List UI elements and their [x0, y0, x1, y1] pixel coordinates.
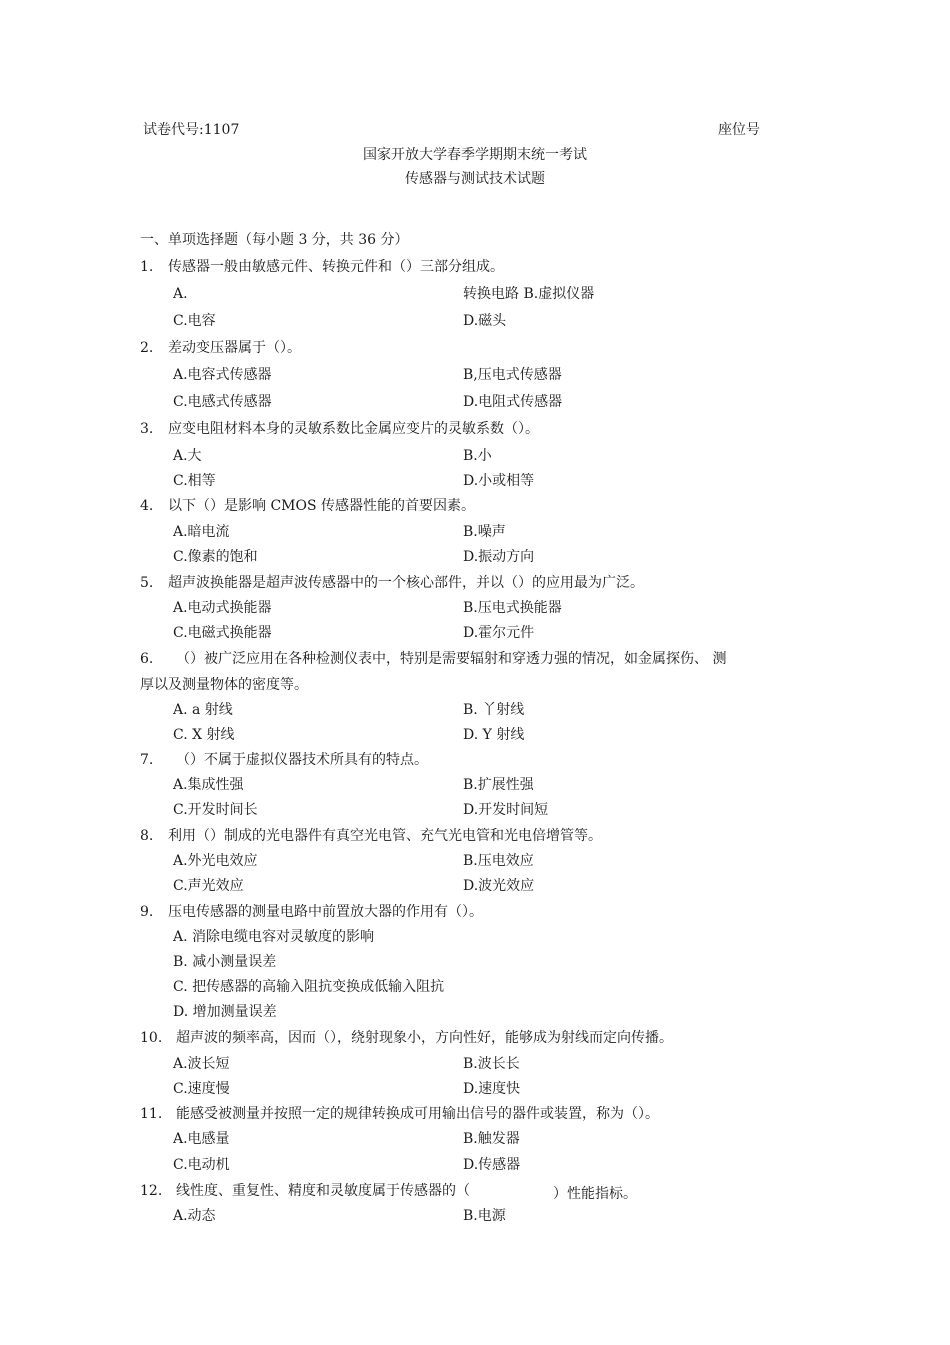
option-d: D.振动方向 — [463, 549, 535, 565]
question-number: 6. — [140, 651, 154, 667]
option-c: C.声光效应 — [173, 878, 244, 894]
question-text: 压电传感器的测量电路中前置放大器的作用有（）。 — [168, 904, 483, 920]
option-a: A. a 射线 — [173, 702, 233, 718]
subject-title: 传感器与测试技术试题 — [405, 171, 545, 187]
option-a: A. — [173, 286, 188, 302]
option-d: D.速度快 — [463, 1081, 521, 1097]
option-c: C.电动机 — [173, 1157, 230, 1173]
option-d: D. 增加测量误差 — [173, 1004, 277, 1020]
question-text: 线性度、重复性、精度和灵敏度属于传感器的（ — [176, 1183, 470, 1199]
option-c: C.速度慢 — [173, 1081, 230, 1097]
option-b: 转换电路 B.虚拟仪器 — [463, 286, 595, 302]
option-d: D.开发时间短 — [463, 802, 549, 818]
seat-number-label: 座位号 — [718, 122, 760, 138]
question-number: 5. — [140, 575, 154, 591]
option-b: B.压电式换能器 — [463, 600, 562, 616]
question-text-tail: ）性能指标。 — [553, 1186, 637, 1202]
paper-code: 试卷代号:1107 — [143, 122, 240, 138]
option-a: A.电容式传感器 — [173, 367, 272, 383]
option-d: D.磁头 — [463, 313, 507, 329]
option-c: C. X 射线 — [173, 727, 235, 743]
option-a: A.暗电流 — [173, 524, 230, 540]
option-a: A. 消除电缆电容对灵敏度的影响 — [173, 929, 375, 945]
section-title: 一、单项选择题（每小题 3 分，共 36 分） — [140, 232, 409, 248]
question-number: 12. — [140, 1183, 163, 1199]
option-b: B.波长长 — [463, 1056, 520, 1072]
question-number: 9. — [140, 904, 154, 920]
question-number: 10. — [140, 1030, 163, 1046]
option-b: B.扩展性强 — [463, 777, 534, 793]
option-b: B.触发器 — [463, 1131, 520, 1147]
option-b: B.噪声 — [463, 524, 506, 540]
question-text: 应变电阻材料本身的灵敏系数比金属应变片的灵敏系数（）。 — [168, 421, 539, 437]
question-number: 1. — [140, 259, 154, 275]
question-number: 4. — [140, 498, 154, 514]
option-d: D.波光效应 — [463, 878, 535, 894]
option-a: A.动态 — [173, 1208, 216, 1224]
option-c: C. 把传感器的高输入阻抗变换成低输入阻抗 — [173, 979, 445, 995]
question-text-continued: 厚以及测量物体的密度等。 — [140, 677, 308, 693]
option-b: B.压电效应 — [463, 853, 534, 869]
question-text: 超声波换能器是超声波传感器中的一个核心部件，并以（）的应用最为广泛。 — [168, 575, 644, 591]
question-number: 2. — [140, 340, 154, 356]
question-text: 利用（）制成的光电器件有真空光电管、充气光电管和光电倍增管等。 — [168, 828, 602, 844]
option-b: B,压电式传感器 — [463, 367, 562, 383]
option-c: C.电磁式换能器 — [173, 625, 272, 641]
option-a: A.电动式换能器 — [173, 600, 272, 616]
question-text: 能感受被测量并按照一定的规律转换成可用输出信号的器件或装置，称为（）。 — [176, 1106, 659, 1122]
option-d: D. Y 射线 — [463, 727, 525, 743]
option-b: B. 丫射线 — [463, 702, 525, 718]
question-text: （）被广泛应用在各种检测仪表中，特别是需要辐射和穿透力强的情况，如金属探伤、 测 — [176, 651, 727, 667]
question-number: 8. — [140, 828, 154, 844]
option-a: A.大 — [173, 448, 202, 464]
question-text: （）不属于虚拟仪器技术所具有的特点。 — [176, 752, 428, 768]
option-a: A.电感量 — [173, 1131, 230, 1147]
option-b: B. 减小测量误差 — [173, 954, 277, 970]
option-c: C.电容 — [173, 313, 216, 329]
option-a: A.外光电效应 — [173, 853, 258, 869]
question-text: 以下（）是影响 CMOS 传感器性能的首要因素。 — [168, 498, 476, 514]
option-c: C.开发时间长 — [173, 802, 258, 818]
option-c: C.相等 — [173, 473, 216, 489]
option-d: D.电阻式传感器 — [463, 394, 563, 410]
option-c: C.像素的饱和 — [173, 549, 258, 565]
option-d: D.霍尔元件 — [463, 625, 535, 641]
option-a: A.波长短 — [173, 1056, 230, 1072]
question-number: 7. — [140, 752, 154, 768]
option-a: A.集成性强 — [173, 777, 244, 793]
option-d: D.传感器 — [463, 1157, 521, 1173]
question-number: 11. — [140, 1106, 163, 1122]
option-b: B.电源 — [463, 1208, 506, 1224]
question-number: 3. — [140, 421, 154, 437]
option-d: D.小或相等 — [463, 473, 535, 489]
option-c: C.电感式传感器 — [173, 394, 272, 410]
question-text: 超声波的频率高，因而（），绕射现象小，方向性好，能够成为射线而定向传播。 — [176, 1030, 673, 1046]
exam-title: 国家开放大学春季学期期末统一考试 — [363, 147, 587, 163]
question-text: 传感器一般由敏感元件、转换元件和（）三部分组成。 — [168, 259, 504, 275]
question-text: 差动变压器属于（）。 — [168, 340, 301, 356]
option-b: B.小 — [463, 448, 492, 464]
